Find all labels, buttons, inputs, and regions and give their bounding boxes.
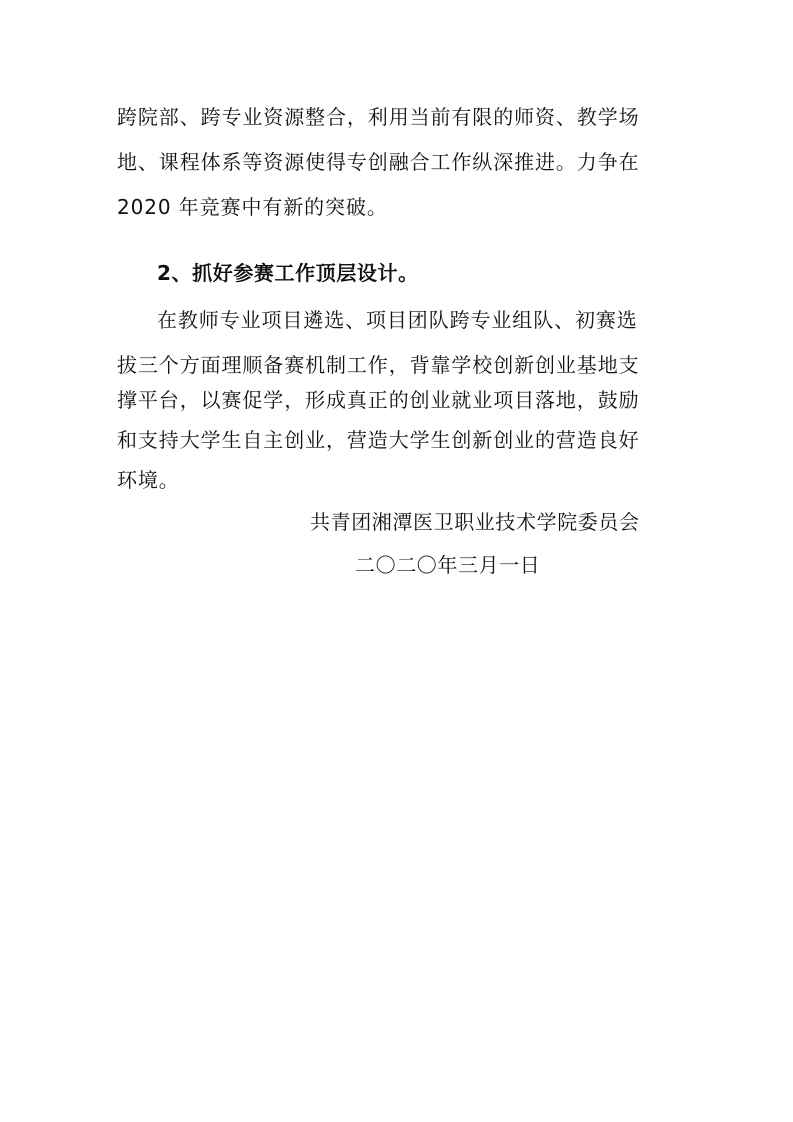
paragraph-line: 和支持大学生自主创业，营造大学生创新创业的营造良好 <box>117 428 640 452</box>
paragraph-line: 撑平台，以赛促学，形成真正的创业就业项目落地，鼓励 <box>117 388 640 412</box>
section-heading: 2、抓好参赛工作顶层设计。 <box>157 261 419 285</box>
paragraph-line: 跨院部、跨专业资源整合，利用当前有限的师资、教学场 <box>117 105 640 129</box>
paragraph-line: 在教师专业项目遴选、项目团队跨专业组队、初赛选 <box>157 308 638 332</box>
signature-date: 二〇二〇年三月一日 <box>355 553 541 577</box>
paragraph-line: 环境。 <box>117 468 180 492</box>
paragraph-line: 地、课程体系等资源使得专创融合工作纵深推进。力争在 <box>117 150 640 174</box>
signature-organization: 共青团湘潭医卫职业技术学院委员会 <box>310 510 640 534</box>
paragraph-line: 2020 年竞赛中有新的突破。 <box>117 195 388 219</box>
paragraph-line: 拔三个方面理顺备赛机制工作，背靠学校创新创业基地支 <box>117 353 640 377</box>
